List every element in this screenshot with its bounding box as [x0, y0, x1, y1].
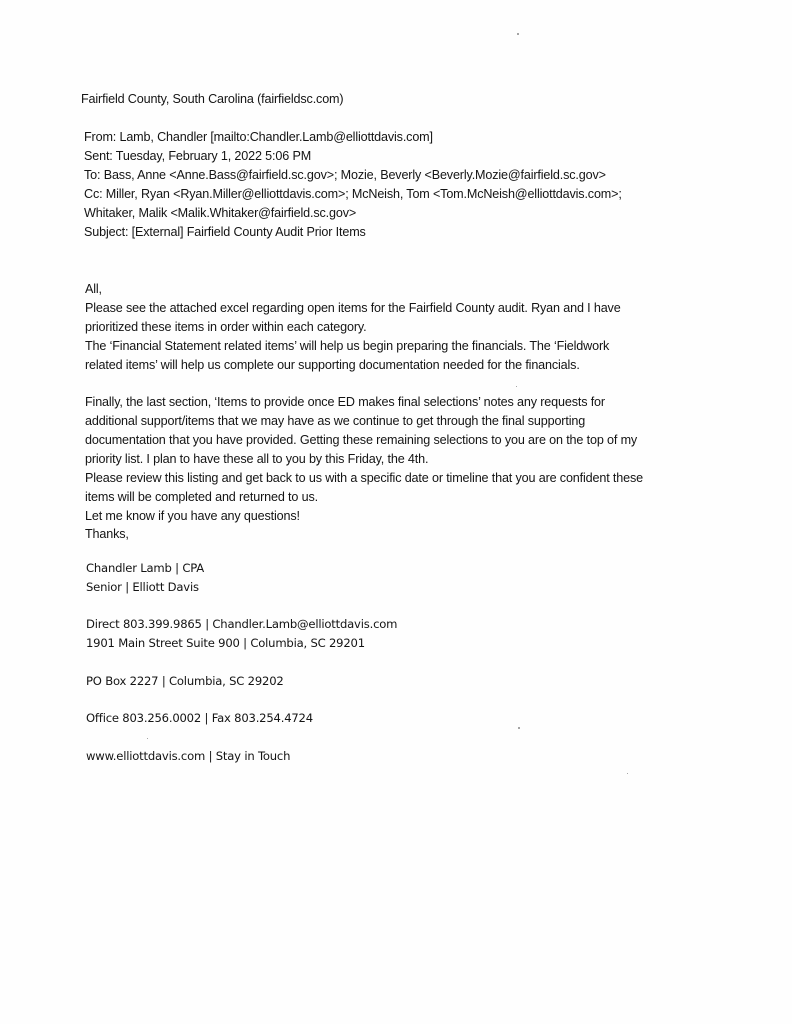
- scan-speck: [517, 33, 519, 35]
- signature-title: Senior | Elliott Davis: [86, 580, 199, 594]
- body-line: Please review this listing and get back to us with a specific date or timeline that you are confident these: [85, 471, 643, 485]
- signature-direct-contact: Direct 803.399.9865 | Chandler.Lamb@elliottdavis.com: [86, 617, 398, 631]
- signature-po-box: PO Box 2227 | Columbia, SC 29202: [86, 674, 284, 688]
- body-line: items will be completed and returned to us.: [85, 490, 318, 504]
- body-line: The ‘Financial Statement related items’ will help us begin preparing the financials. The ‘Fieldwork: [85, 339, 610, 353]
- email-from-line: From: Lamb, Chandler [mailto:Chandler.Lamb@elliottdavis.com]: [84, 130, 433, 144]
- email-sent-line: Sent: Tuesday, February 1, 2022 5:06 PM: [84, 149, 312, 163]
- signature-street-address: 1901 Main Street Suite 900 | Columbia, SC 29201: [86, 636, 365, 650]
- body-line: Finally, the last section, ‘Items to provide once ED makes final selections’ notes any requests for: [85, 395, 605, 409]
- site-header-label: Fairfield County, South Carolina (fairfieldsc.com): [81, 92, 344, 106]
- scan-speck: [147, 738, 148, 739]
- signature-website: www.elliottdavis.com | Stay in Touch: [86, 749, 291, 763]
- body-greeting: All,: [85, 282, 102, 296]
- scan-speck: [516, 386, 517, 387]
- email-cc-line: Cc: Miller, Ryan <Ryan.Miller@elliottdavis.com>; McNeish, Tom <Tom.McNeish@elliottdavis.com>;: [84, 187, 622, 201]
- scan-speck: [627, 773, 628, 774]
- body-line: documentation that you have provided. Getting these remaining selections to you are on the top of my: [85, 433, 638, 447]
- email-subject-line: Subject: [External] Fairfield County Audit Prior Items: [84, 225, 366, 239]
- signature-name: Chandler Lamb | CPA: [86, 561, 205, 575]
- email-to-line: To: Bass, Anne <Anne.Bass@fairfield.sc.gov>; Mozie, Beverly <Beverly.Mozie@fairfield.sc.gov>: [84, 168, 606, 182]
- body-line: Let me know if you have any questions!: [85, 509, 300, 523]
- scan-speck: [518, 727, 520, 729]
- body-line: priority list. I plan to have these all to you by this Friday, the 4th.: [85, 452, 429, 466]
- signature-phone-fax: Office 803.256.0002 | Fax 803.254.4724: [86, 711, 313, 725]
- body-signoff: Thanks,: [85, 527, 129, 541]
- body-line: prioritized these items in order within each category.: [85, 320, 367, 334]
- email-cc-line-continued: Whitaker, Malik <Malik.Whitaker@fairfield.sc.gov>: [84, 206, 357, 220]
- body-line: additional support/items that we may have as we continue to get through the final supporting: [85, 414, 586, 428]
- body-line: related items’ will help us complete our supporting documentation needed for the financials.: [85, 358, 580, 372]
- body-line: Please see the attached excel regarding open items for the Fairfield County audit. Ryan and I have: [85, 301, 621, 315]
